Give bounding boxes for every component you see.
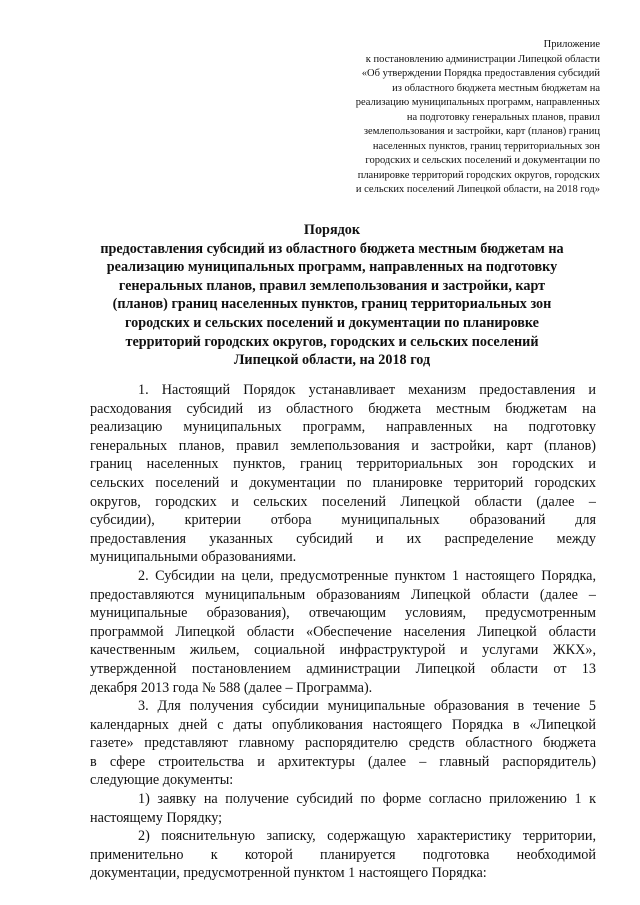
appendix-line: и сельских поселений Липецкой области, на 2018 год» <box>355 184 600 195</box>
paragraph-line: сельских поселений и документации по планировке территорий городских <box>90 474 596 491</box>
title-line: реализацию муниципальных программ, направленных на подготовку <box>106 259 558 276</box>
appendix-line: реализацию муниципальных программ, направленных <box>355 97 600 108</box>
paragraph-line: следующие документы: <box>90 772 234 789</box>
appendix-line: планировке территорий городских округов, городских <box>357 169 600 181</box>
appendix-header <box>300 38 600 198</box>
title-line: предоставления субсидий из областного бюджета местным бюджетам на <box>100 240 564 257</box>
appendix-line: населенных пунктов, границ территориальных зон <box>372 140 600 152</box>
title-line: территорий городских округов, городских и сельских поселений <box>125 333 539 350</box>
title-line: городских и сельских поселений и документации по планировке <box>125 314 539 331</box>
paragraph-line: расходования субсидий из областного бюджета местным бюджетам на <box>90 400 596 417</box>
paragraph-line: реализацию муниципальных программ, направленных на подготовку <box>90 419 596 436</box>
document-body <box>90 381 596 883</box>
paragraph-line: 1) заявку на получение субсидий по форме согласно приложению 1 к <box>138 791 596 808</box>
paragraph-line: 2. Субсидии на цели, предусмотренные пунктом 1 настоящего Порядка, <box>138 567 596 584</box>
paragraph-4 <box>90 790 596 827</box>
paragraph-line: муниципальные образования), отвечающим условиям, предусмотренным <box>90 605 596 622</box>
paragraph-line: 1. Настоящий Порядок устанавливает механизм предоставления и <box>138 382 596 398</box>
appendix-line: из областного бюджета местным бюджетам на <box>392 82 600 94</box>
paragraph-line: документации, предусмотренной пунктом 1 настоящего Порядка: <box>90 865 487 882</box>
paragraph-line: применительно к которой планируется подготовка необходимой <box>90 846 596 863</box>
paragraph-line: настоящему Порядку; <box>90 809 223 826</box>
paragraph-line: газете» представляют главному распорядителю средств областного бюджета <box>90 735 596 752</box>
paragraph-line: программой Липецкой области «Обеспечение населения Липецкой области <box>90 623 596 640</box>
paragraph-line: предоставляются муниципальным образованиям Липецкой области (далее – <box>90 586 596 603</box>
paragraph-2 <box>90 567 596 697</box>
paragraph-line: 2) пояснительную записку, содержащую характеристику территории, <box>138 828 596 845</box>
title-line: (планов) границ населенных пунктов, границ территориальных зон <box>112 296 552 313</box>
title-line: Липецкой области, на 2018 год <box>233 352 431 369</box>
appendix-line: «Об утверждении Порядка предоставления субсидий <box>361 68 600 79</box>
title-heading: Порядок <box>303 222 361 238</box>
paragraph-line: предоставления указанных субсидий и их распределение между <box>90 530 596 547</box>
paragraph-line: качественным жильем, социальной инфраструктурой и услугами ЖКХ», <box>90 642 596 659</box>
paragraph-line: округов, городских и сельских поселений Липецкой области (далее – <box>90 493 596 510</box>
paragraph-line: генеральных планов, правил землепользования и застройки, карт (планов) <box>90 437 596 454</box>
document-title <box>80 221 584 370</box>
paragraph-1 <box>90 381 596 567</box>
appendix-line: Приложение <box>543 39 600 50</box>
appendix-line: землепользования и застройки, карт (планов) границ <box>363 126 600 137</box>
appendix-line: к постановлению администрации Липецкой области <box>365 53 600 65</box>
paragraph-line: в сфере строительства и архитектуры (далее – главный распорядитель) <box>90 753 596 770</box>
paragraph-line: календарных дней с даты опубликования настоящего Порядка в «Липецкой <box>90 716 596 733</box>
paragraph-line: границ населенных пунктов, границ территориальных зон городских и <box>90 456 596 473</box>
appendix-line: на подготовку генеральных планов, правил <box>406 111 600 123</box>
title-line: генеральных планов, правил землепользования и застройки, карт <box>118 277 546 294</box>
paragraph-3 <box>90 697 596 790</box>
paragraph-5 <box>90 827 596 883</box>
paragraph-line: 3. Для получения субсидии муниципальные образования в течение 5 <box>138 698 596 715</box>
paragraph-line: муниципальными образованиями. <box>90 549 297 566</box>
paragraph-line: утвержденной постановлением администрации Липецкой области от 13 <box>90 660 596 677</box>
paragraph-line: субсидии), критерии отбора муниципальных образований для <box>90 512 596 529</box>
appendix-line: городских и сельских поселений и документации по <box>365 155 600 166</box>
paragraph-line: декабря 2013 года № 588 (далее – Программа). <box>90 679 373 696</box>
